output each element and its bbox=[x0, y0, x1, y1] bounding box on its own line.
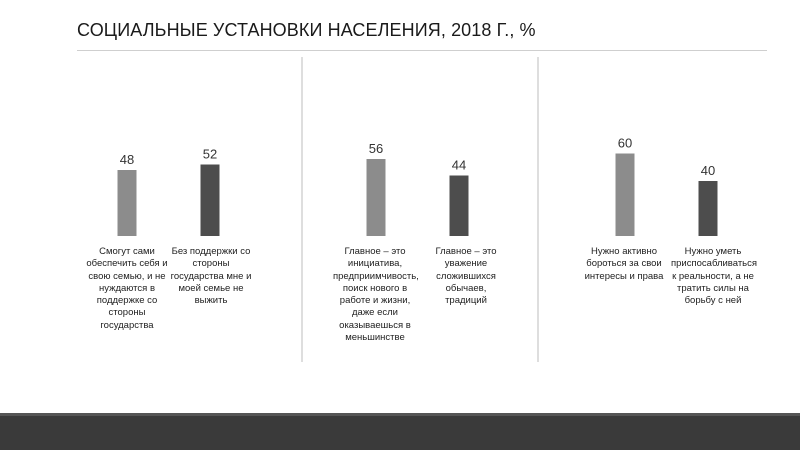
bar-g3-2 bbox=[699, 181, 718, 236]
category-label-g3-2: Нужно уметь приспосабливаться к реальности, а не тратить силы на борьбу с ней bbox=[671, 246, 758, 307]
value-label-g1-2: 52 bbox=[202, 146, 218, 162]
chart-title: СОЦИАЛЬНЫЕ УСТАНОВКИ НАСЕЛЕНИЯ, 2018 Г., % bbox=[77, 20, 536, 40]
footer-bar bbox=[0, 413, 800, 450]
category-label-g1-1: Смогут сами обеспечить себя и свою семью, и не нуждаются в поддержке со стороны государства bbox=[86, 246, 168, 331]
category-label-g2-2: Главное – это уважение сложившихся обычаев, традиций bbox=[435, 246, 497, 307]
value-label-g3-2: 40 bbox=[700, 163, 716, 178]
value-label-g2-1: 56 bbox=[368, 141, 384, 156]
category-label-g3-1: Нужно активно бороться за свои интересы и права bbox=[584, 246, 664, 282]
category-label-g2-1: Главное – это инициатива, предприимчивость, поиск нового в работе и жизни, даже если оказываешься в меньшинстве bbox=[333, 246, 419, 344]
bar-g1-2 bbox=[201, 165, 220, 237]
bar-g2-1 bbox=[367, 159, 386, 236]
bar-g3-1 bbox=[616, 154, 635, 237]
bar-g2-2 bbox=[450, 176, 469, 237]
value-label-g2-2: 44 bbox=[451, 157, 467, 173]
footer-bar-edge bbox=[0, 413, 800, 416]
value-label-g3-1: 60 bbox=[617, 135, 633, 151]
bar-g1-1 bbox=[118, 170, 137, 236]
value-label-g1-1: 48 bbox=[119, 152, 135, 167]
category-label-g1-2: Без поддержки со стороны государства мне и моей семье не выжить bbox=[170, 246, 252, 307]
